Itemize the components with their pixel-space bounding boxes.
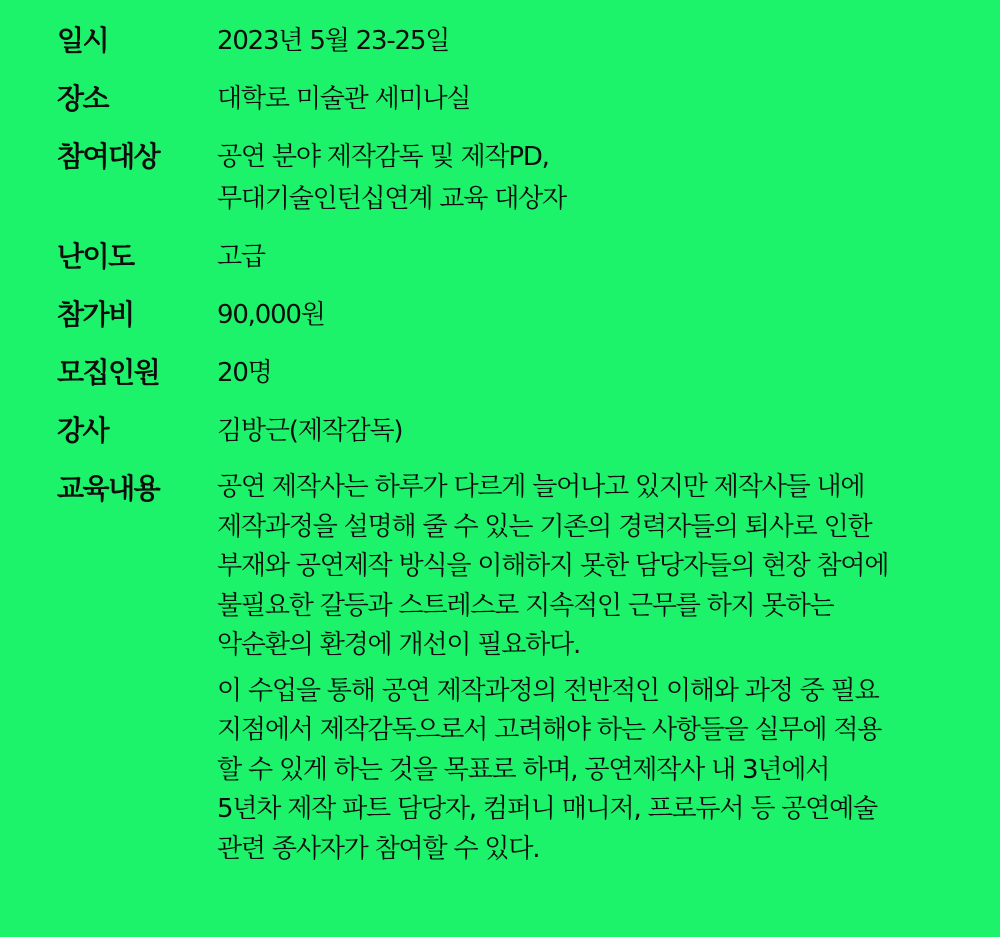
venue-label: 장소 (57, 82, 109, 115)
info-row-fee (0, 294, 1000, 352)
target-value-line-2: 무대기술인턴십연계 교육 대상자 (217, 184, 566, 214)
level-value-line: 고급 (217, 242, 265, 272)
content-paragraph-2 (217, 672, 980, 870)
fee-value (217, 294, 1000, 336)
info-row-level (0, 236, 1000, 294)
content-p1-line-1: 공연 제작사는 하루가 다르게 늘어나고 있지만 제작사들 내에 (217, 472, 865, 502)
content-p2-line-5: 관련 종사자가 참여할 수 있다. (217, 833, 540, 864)
content-p2-line-3: 할 수 있게 하는 것을 목표로 하며, 공연제작사 내 3년에서 (217, 754, 830, 785)
fee-value-line: 90,000원 (217, 300, 325, 330)
capacity-value (217, 352, 1000, 394)
instructor-value (217, 410, 1000, 452)
venue-value-line: 대학로 미술관 세미나실 (217, 84, 471, 114)
content-p1-line-5: 악순환의 환경에 개선이 필요하다. (217, 630, 581, 660)
venue-value (217, 78, 1000, 120)
capacity-label: 모집인원 (57, 356, 160, 389)
info-row-date (0, 20, 1000, 78)
date-value-line: 2023년 5월 23-25일 (217, 26, 450, 56)
info-row-target (0, 136, 1000, 236)
content-p1-line-2: 제작과정을 설명해 줄 수 있는 기존의 경력자들의 퇴사로 인한 (217, 511, 872, 542)
content-paragraph-1 (217, 468, 980, 666)
target-value (217, 136, 1000, 220)
content-p2-line-1: 이 수업을 통해 공연 제작과정의 전반적인 이해와 과정 중 필요 (217, 675, 879, 706)
content-p2-line-4: 5년차 제작 파트 담당자, 컴퍼니 매니저, 프로듀서 등 공연예술 (217, 794, 877, 824)
content-p2-line-2: 지점에서 제작감독으로서 고려해야 하는 사항들을 실무에 적용 (217, 715, 882, 745)
info-row-content (0, 468, 1000, 869)
info-row-capacity (0, 352, 1000, 410)
fee-label: 참가비 (57, 298, 134, 331)
level-value (217, 236, 1000, 278)
info-row-venue (0, 78, 1000, 136)
target-label: 참여대상 (57, 140, 160, 173)
target-value-line-1: 공연 분야 제작감독 및 제작PD, (217, 142, 549, 172)
content-label: 교육내용 (57, 472, 160, 505)
content-p1-line-3: 부재와 공연제작 방식을 이해하지 못한 담당자들의 현장 참여에 (217, 551, 889, 581)
instructor-value-line: 김방근(제작감독) (217, 416, 403, 446)
level-label: 난이도 (57, 240, 134, 273)
capacity-value-line: 20명 (217, 358, 272, 388)
content-p1-line-4: 불필요한 갈등과 스트레스로 지속적인 근무를 하지 못하는 (217, 590, 834, 621)
instructor-label: 강사 (57, 414, 109, 447)
content-value (217, 468, 1000, 869)
info-row-instructor (0, 410, 1000, 468)
date-label: 일시 (57, 24, 109, 57)
date-value (217, 20, 1000, 62)
